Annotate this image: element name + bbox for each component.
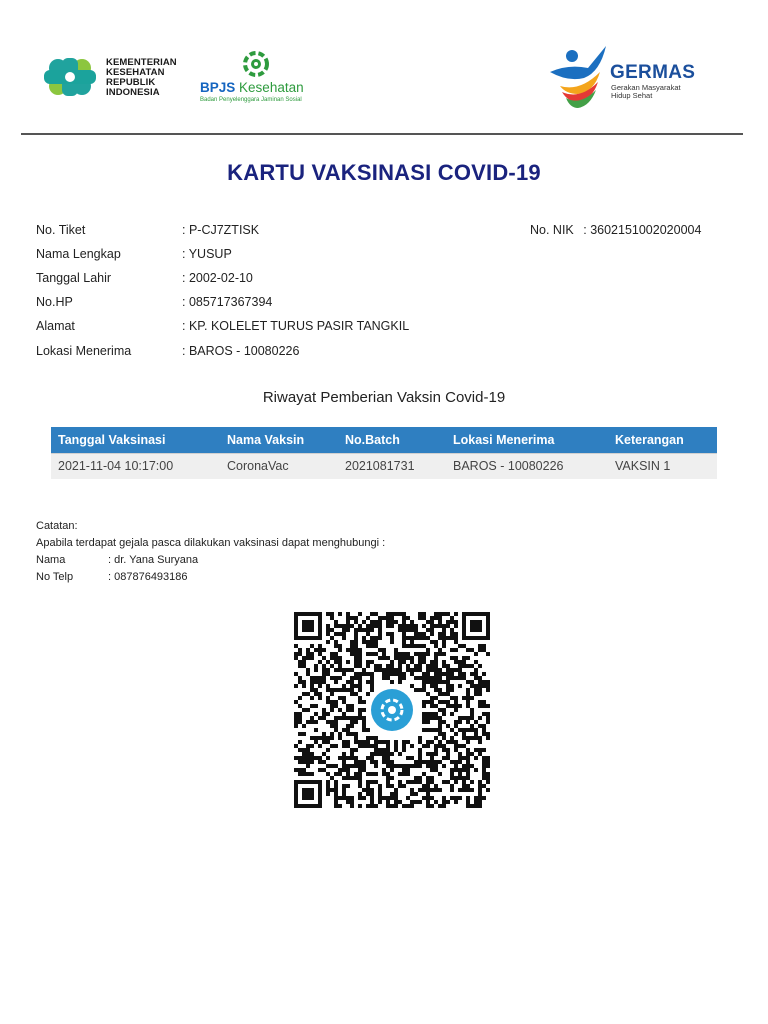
- field-label: Lokasi Menerima: [36, 344, 132, 358]
- kemenkes-line: KEMENTERIAN: [106, 57, 177, 68]
- column-header: Lokasi Menerima: [446, 427, 608, 453]
- bpjs-name-part1: BPJS: [200, 80, 236, 95]
- field-value: : KP. KOLELET TURUS PASIR TANGKIL: [182, 319, 410, 333]
- field-label: Alamat: [36, 319, 75, 333]
- kemenkes-emblem-icon: [38, 52, 102, 102]
- column-header: No.Batch: [338, 427, 446, 453]
- kemenkes-line: INDONESIA: [106, 87, 160, 98]
- germas-logo: [548, 42, 718, 112]
- bpjs-subtitle: Badan Penyelenggara Jaminan Sosial: [200, 97, 302, 103]
- field-label: Tanggal Lahir: [36, 271, 112, 285]
- field-value: : P-CJ7ZTISK: [182, 223, 260, 237]
- history-title: Riwayat Pemberian Vaksin Covid-19: [262, 389, 506, 406]
- field-value: : 085717367394: [182, 295, 273, 309]
- kemenkes-line: KESEHATAN: [106, 67, 165, 78]
- card-title: KARTU VAKSINASI COVID-19: [227, 160, 541, 185]
- field-label: No.HP: [36, 295, 73, 309]
- column-header: Nama Vaksin: [220, 427, 338, 453]
- bpjs-logo: [198, 48, 318, 108]
- field-value: : BAROS - 10080226: [182, 344, 300, 358]
- table-cell: CoronaVac: [220, 453, 338, 479]
- qr-code: [285, 608, 499, 812]
- notes-phone-label: No Telp: [36, 571, 74, 583]
- nik-label: No. NIK: [530, 223, 574, 237]
- germas-line: Hidup Sehat: [611, 91, 653, 100]
- table-cell: 2021-11-04 10:17:00: [51, 453, 220, 479]
- field-value: : YUSUP: [182, 247, 232, 261]
- qr-center-logo-icon: [368, 686, 416, 734]
- notes-phone-value: : 087876493186: [108, 571, 188, 583]
- bpjs-name-part2: Kesehatan: [239, 80, 304, 95]
- notes-contact-phone: [36, 571, 188, 583]
- vaccination-history-table: [51, 427, 717, 479]
- table-row: [51, 453, 717, 479]
- table-header-row: [51, 427, 717, 453]
- field-value: : 2002-02-10: [182, 271, 253, 285]
- field-nik: [530, 223, 701, 237]
- table-cell: 2021081731: [338, 453, 446, 479]
- notes-text: Apabila terdapat gejala pasca dilakukan vaksinasi dapat menghubungi :: [36, 537, 386, 549]
- notes-name-label: Nama: [36, 554, 66, 566]
- kemenkes-logo: [38, 52, 188, 102]
- notes-title: Catatan:: [36, 520, 78, 532]
- column-header: Tanggal Vaksinasi: [51, 427, 220, 453]
- germas-title: GERMAS: [610, 62, 696, 83]
- bpjs-emblem-icon: [198, 48, 318, 80]
- notes-contact-name: [36, 554, 198, 566]
- germas-line: Gerakan Masyarakat: [611, 83, 681, 92]
- notes-name-value: : dr. Yana Suryana: [108, 554, 199, 566]
- column-header: Keterangan: [608, 427, 717, 453]
- kemenkes-line: REPUBLIK: [106, 77, 156, 88]
- header-divider: [21, 133, 743, 135]
- table-cell: VAKSIN 1: [608, 453, 717, 479]
- nik-value: : 3602151002020004: [583, 223, 702, 237]
- germas-emblem-icon: [548, 42, 612, 112]
- table-cell: BAROS - 10080226: [446, 453, 608, 479]
- field-label: Nama Lengkap: [36, 247, 121, 261]
- field-label: No. Tiket: [36, 223, 86, 237]
